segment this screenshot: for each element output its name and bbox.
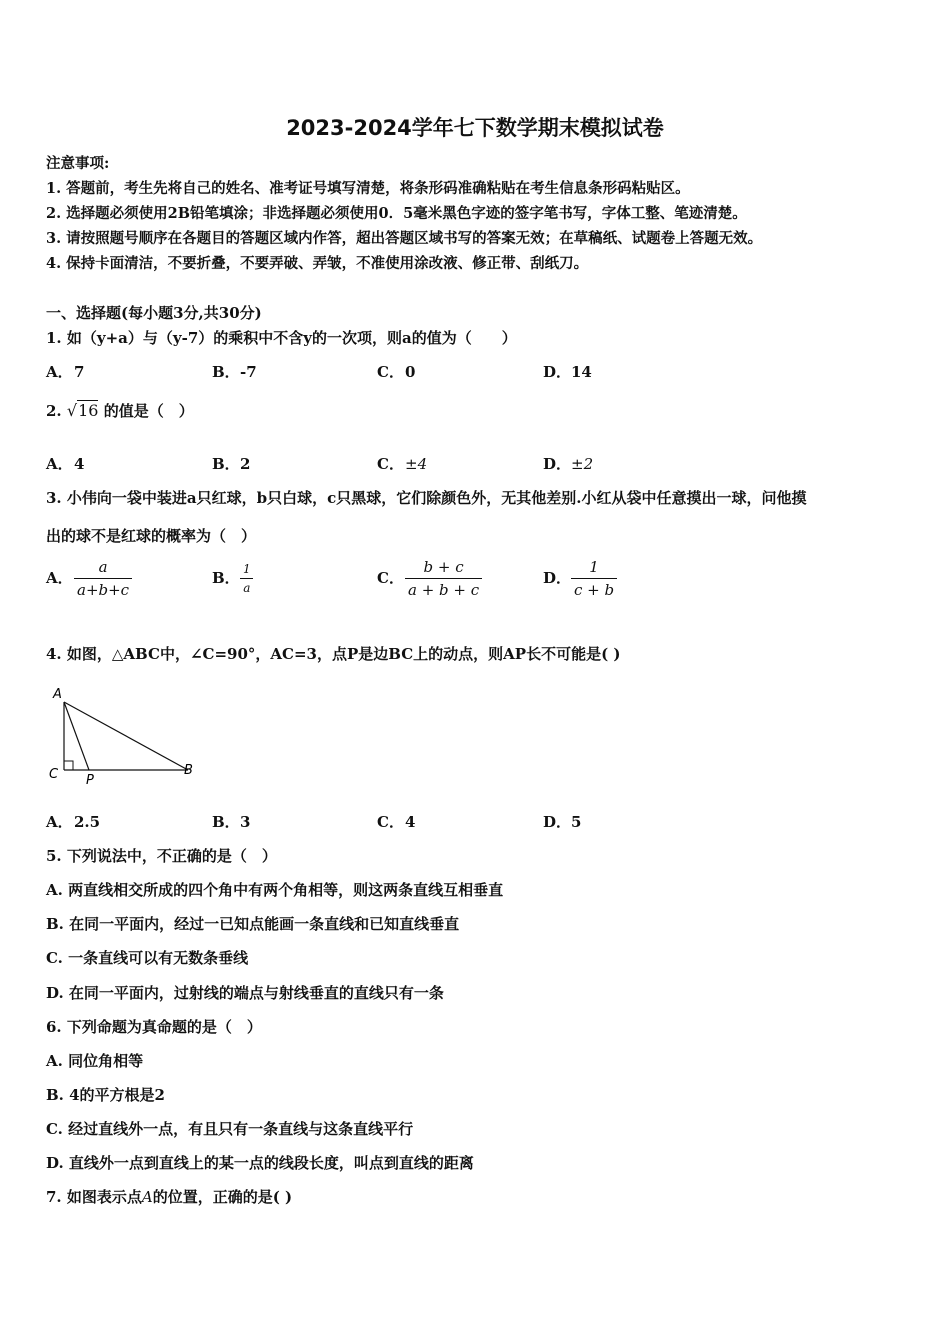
question-4-option-c <box>377 811 415 832</box>
page-title: 2023-2024学年七下数学期末模拟试卷 <box>286 116 664 140</box>
fraction-numerator: 1 <box>243 562 251 576</box>
option-letter: D． <box>543 813 572 831</box>
option-letter: A． <box>46 813 73 831</box>
side-ab <box>64 702 188 770</box>
notes-item: 3. 请按照题号顺序在各题目的答题区域内作答，超出答题区域书写的答案无效；在草稿纸、试题卷上答题无效。 <box>46 230 763 247</box>
option-text: 5 <box>571 813 582 831</box>
question-3-option-b <box>212 562 254 595</box>
fraction <box>571 558 617 599</box>
question-number: 2. <box>46 402 62 420</box>
option-letter: D． <box>543 455 572 473</box>
label-b: B <box>184 763 193 778</box>
question-2-option-c <box>377 453 427 474</box>
fraction-denominator: c + b <box>571 578 617 599</box>
question-5-option: A. 两直线相交所成的四个角中有两个角相等，则这两条直线互相垂直 <box>46 881 504 899</box>
option-letter: A． <box>46 363 73 381</box>
option-text: ±2 <box>571 455 594 473</box>
notes-item: 2. 选择题必须使用2B铅笔填涂；非选择题必须使用0．5毫米黑色字迹的签字笔书写，字体工整、笔迹清楚。 <box>46 205 747 222</box>
radicand: 16 <box>78 401 99 420</box>
question-4-option-d <box>543 811 581 832</box>
question-2-option-b <box>212 453 250 474</box>
notes-heading: 注意事项: <box>46 155 110 172</box>
question-1-option-a <box>46 361 84 382</box>
notes-item: 1. 答题前，考生先将自己的姓名、准考证号填写清楚，将条形码准确粘贴在考生信息条形码粘贴区。 <box>46 180 690 197</box>
option-text: 7 <box>74 363 85 381</box>
question-7-pre: 7. 如图表示点 <box>46 1188 142 1206</box>
option-text: 2 <box>240 455 251 473</box>
question-1-option-d <box>543 361 592 382</box>
label-p: P <box>86 773 94 788</box>
question-2-option-a <box>46 453 84 474</box>
question-6-stem: 6. 下列命题为真命题的是（ ） <box>46 1018 262 1036</box>
option-letter: B． <box>212 363 240 381</box>
question-2-stem <box>46 400 194 421</box>
fraction-denominator: a + b + c <box>405 578 482 599</box>
question-3-stem-line-2: 出的球不是红球的概率为（ ） <box>46 527 257 545</box>
option-text: 3 <box>240 813 251 831</box>
fraction <box>405 558 482 599</box>
option-letter: D． <box>543 363 572 381</box>
question-6-option: C. 经过直线外一点，有且只有一条直线与这条直线平行 <box>46 1120 414 1138</box>
question-5-option: C. 一条直线可以有无数条垂线 <box>46 949 249 967</box>
option-letter: C． <box>377 455 404 473</box>
option-letter: D． <box>543 568 572 587</box>
question-7-stem <box>46 1186 292 1207</box>
question-3-option-d <box>543 558 617 599</box>
question-6-option: B. 4的平方根是2 <box>46 1086 165 1104</box>
question-4-stem: 4. 如图，△ABC中，∠C=90°，AC=3，点P是边BC上的动点，则AP长不可能是( ) <box>46 645 621 663</box>
fraction-numerator: 1 <box>589 558 599 576</box>
question-2-tail: 的值是（ ） <box>103 402 194 420</box>
fraction-numerator: a <box>98 558 108 576</box>
option-text: 14 <box>571 363 592 381</box>
question-5-stem: 5. 下列说法中，不正确的是（ ） <box>46 847 277 865</box>
option-letter: C． <box>377 363 404 381</box>
sqrt-expression: √16 <box>66 401 99 420</box>
fraction <box>240 562 254 595</box>
question-5-option: D. 在同一平面内，过射线的端点与射线垂直的直线只有一条 <box>46 984 444 1002</box>
section-heading: 一、选择题(每小题3分,共30分) <box>46 304 262 322</box>
option-letter: A． <box>46 568 73 587</box>
question-7-post: 的位置，正确的是( ) <box>152 1188 293 1206</box>
question-5-option: B. 在同一平面内，经过一已知点能画一条直线和已知直线垂直 <box>46 915 460 933</box>
right-angle-marker <box>64 761 73 770</box>
option-letter: A． <box>46 455 73 473</box>
fraction-denominator: a <box>240 578 253 595</box>
option-letter: B． <box>212 455 240 473</box>
question-6-option: D. 直线外一点到直线上的某一点的线段长度，叫点到直线的距离 <box>46 1154 474 1172</box>
option-text: 2.5 <box>74 813 101 831</box>
question-2-option-d <box>543 453 593 474</box>
question-3-option-a <box>46 558 132 599</box>
fraction-numerator: b + c <box>423 558 464 576</box>
triangle-figure <box>46 684 206 789</box>
question-1-option-c <box>377 361 415 382</box>
fraction-denominator: a+b+c <box>74 578 132 599</box>
question-6-option: A. 同位角相等 <box>46 1052 144 1070</box>
question-1-option-b <box>212 361 257 382</box>
option-text: 4 <box>405 813 416 831</box>
question-3-option-c <box>377 558 482 599</box>
option-letter: C． <box>377 813 404 831</box>
question-3-stem-line-1: 3. 小伟向一袋中装进a只红球，b只白球，c只黑球，它们除颜色外，无其他差别.小红从袋中任意摸出一球，问他摸 <box>46 489 807 507</box>
option-text: -7 <box>240 363 257 381</box>
question-1-stem: 1. 如（y+a）与（y-7）的乘积中不含y的一次项，则a的值为（ ） <box>46 329 517 347</box>
option-text: 0 <box>405 363 416 381</box>
fraction <box>74 558 132 599</box>
option-letter: B． <box>212 813 240 831</box>
option-letter: B． <box>212 568 240 587</box>
option-text: ±4 <box>405 455 428 473</box>
segment-ap <box>64 702 89 770</box>
option-letter: C． <box>377 568 404 587</box>
question-4-option-a <box>46 811 100 832</box>
point-variable: A <box>141 1188 153 1206</box>
label-c: C <box>49 767 59 782</box>
option-text: 4 <box>74 455 85 473</box>
label-a: A <box>53 687 62 702</box>
notes-item: 4. 保持卡面清洁，不要折叠，不要弄破、弄皱，不准使用涂改液、修正带、刮纸刀。 <box>46 255 589 272</box>
question-4-option-b <box>212 811 250 832</box>
